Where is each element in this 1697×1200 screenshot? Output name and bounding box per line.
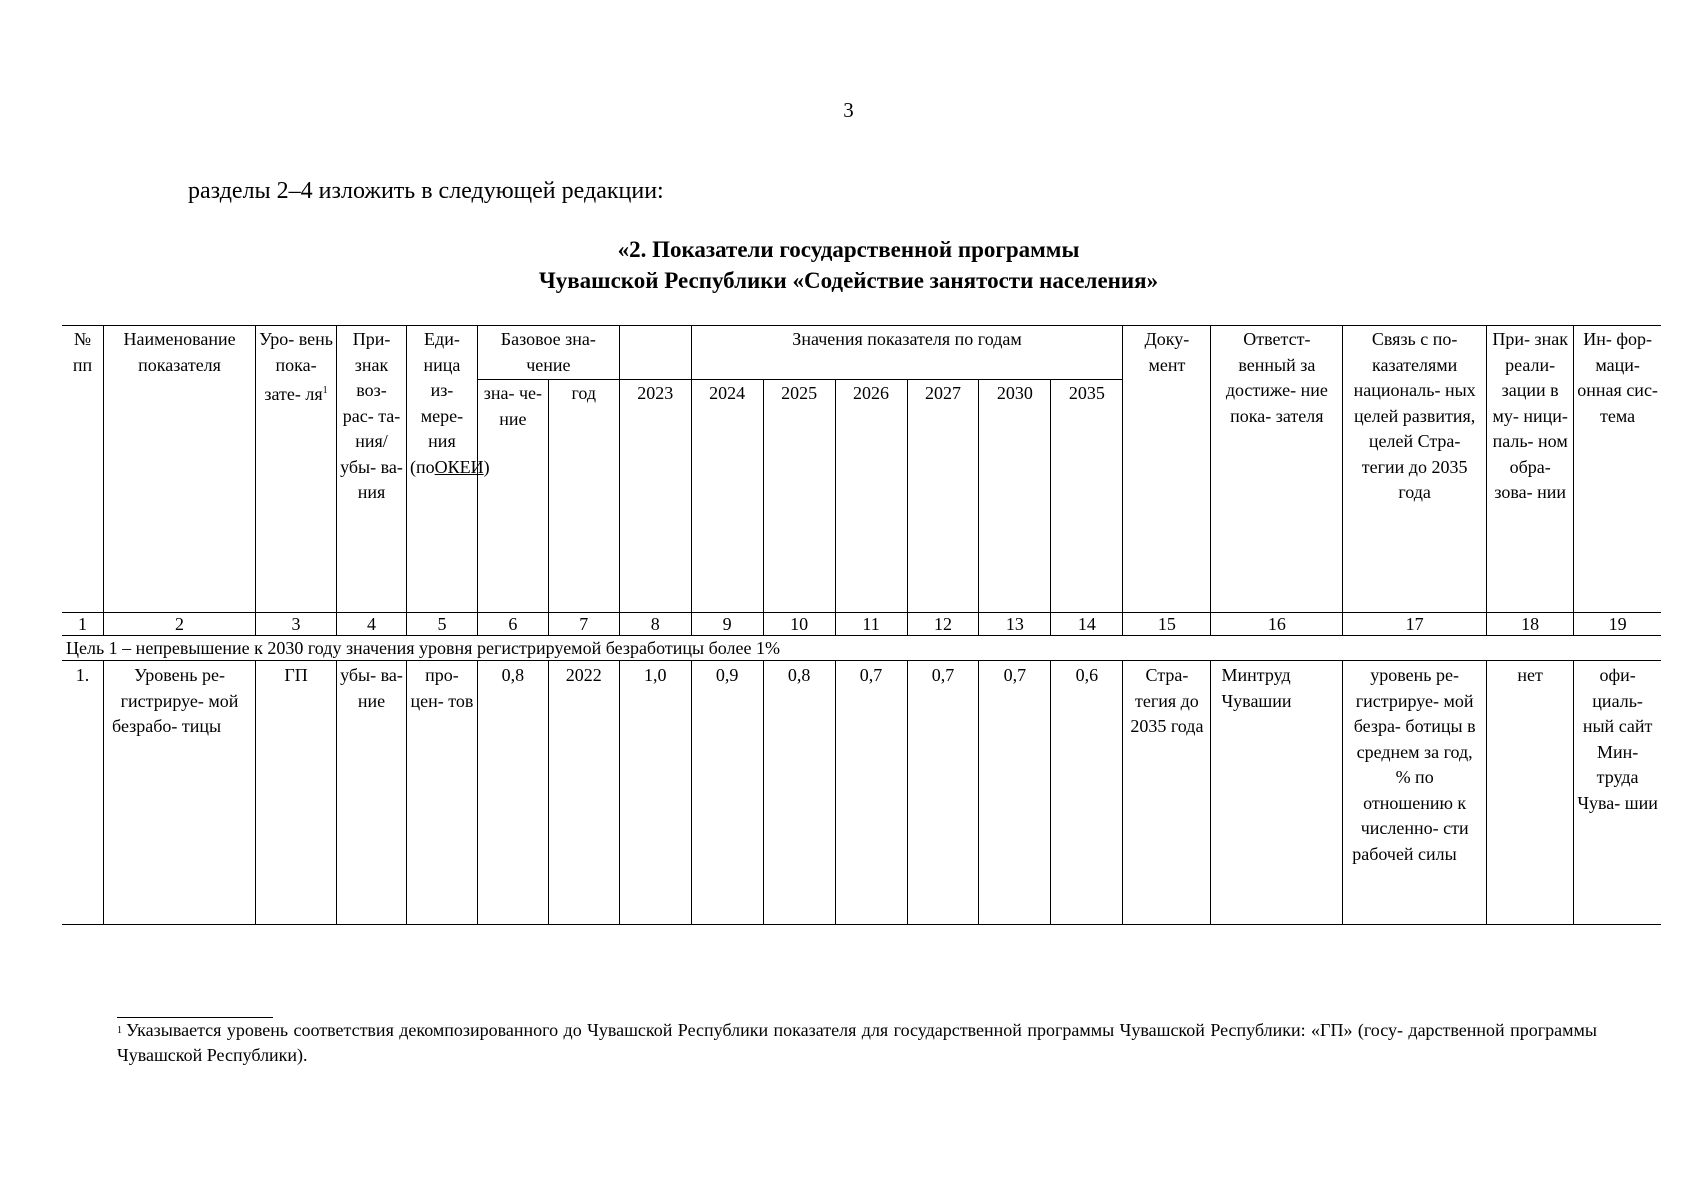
column-number: 5 <box>406 613 477 636</box>
column-number: 4 <box>337 613 407 636</box>
intro-text: разделы 2–4 изложить в следующей редакции: <box>188 178 664 204</box>
column-number: 12 <box>907 613 979 636</box>
header-doc: Доку- мент <box>1123 326 1211 613</box>
header-unit <box>406 326 490 613</box>
row-value-2035: 0,6 <box>1051 661 1123 925</box>
column-number: 9 <box>691 613 763 636</box>
column-number: 14 <box>1051 613 1123 636</box>
okei-link[interactable]: ОКЕИ <box>434 456 484 477</box>
page-number: 3 <box>843 98 854 122</box>
column-number: 6 <box>477 613 548 636</box>
row-doc: Стра- тегия до 2035 года <box>1123 661 1211 925</box>
header-level-text: Уро- вень пока- зате- ля <box>259 329 333 404</box>
header-base: Базовое зна- чение <box>477 326 619 380</box>
column-number: 15 <box>1123 613 1211 636</box>
column-number: 10 <box>763 613 835 636</box>
footnote-mark: 1 <box>117 1025 122 1036</box>
header-level-footnote-mark: 1 <box>322 385 328 396</box>
section-title-line-1: «2. Показатели государственной программы <box>617 237 1080 262</box>
column-number: 17 <box>1343 613 1487 636</box>
row-trend: убы- ва- ние <box>337 661 407 925</box>
header-no: № пп <box>62 326 104 613</box>
column-number: 18 <box>1487 613 1574 636</box>
row-value-2023: 1,0 <box>619 661 691 925</box>
column-number: 11 <box>835 613 907 636</box>
row-link: уровень ре- гистрируе- мой безра- ботицы в среднем за год, % по отношению к численно- сти рабочей силы <box>1343 661 1487 925</box>
row-no: 1. <box>62 661 104 925</box>
header-infosys: Ин- фор- маци- онная сис- тема <box>1574 326 1661 613</box>
row-name: Уровень ре- гистрируе- мой безрабо- тицы <box>104 661 256 925</box>
header-base-value: зна- че- ние <box>477 380 548 613</box>
footnote <box>117 1018 1597 1068</box>
header-link: Связь с по- казателями националь- ных целей развития, целей Стра- тегии до 2035 года <box>1343 326 1487 613</box>
header-trend: При- знак воз- рас- та- ния/ убы- ва- ния <box>337 326 407 613</box>
row-value-2030: 0,7 <box>979 661 1051 925</box>
row-unit: про- цен- тов <box>406 661 477 925</box>
header-unit-text: Еди- ница из- мере- ния (по <box>409 329 464 477</box>
row-value-2025: 0,8 <box>763 661 835 925</box>
header-year: 2025 <box>763 380 835 613</box>
header-municipal: При- знак реали- зации в му- ници- паль- ном обра- зова- нии <box>1487 326 1574 613</box>
row-base-year: 2022 <box>548 661 619 925</box>
header-year-values: Значения показателя по годам <box>691 326 1123 380</box>
row-level: ГП <box>256 661 337 925</box>
header-row-1 <box>62 326 1661 380</box>
section-title-line-2: Чувашской Республики «Содействие занятости населения» <box>538 268 1159 293</box>
column-number: 13 <box>979 613 1051 636</box>
column-number: 8 <box>619 613 691 636</box>
header-base-year: год <box>548 380 619 613</box>
header-year: 2026 <box>835 380 907 613</box>
goal-text: Цель 1 – непревышение к 2030 году значения уровня регистрируемой безработицы более 1% <box>62 636 1661 661</box>
goal-row <box>62 636 1661 661</box>
column-number: 16 <box>1211 613 1343 636</box>
header-year: 2030 <box>979 380 1051 613</box>
column-number: 3 <box>256 613 337 636</box>
column-number: 2 <box>104 613 256 636</box>
row-value-2026: 0,7 <box>835 661 907 925</box>
header-responsible: Ответст- венный за достиже- ние пока- зателя <box>1211 326 1343 613</box>
row-infosys: офи- циаль- ный сайт Мин- труда Чува- шии <box>1574 661 1661 925</box>
column-number: 19 <box>1574 613 1661 636</box>
section-title <box>0 234 1697 296</box>
column-number: 1 <box>62 613 104 636</box>
header-year: 2027 <box>907 380 979 613</box>
indicators-table <box>62 325 1661 925</box>
table-row <box>62 661 1661 925</box>
header-level <box>256 326 337 613</box>
header-year: 2024 <box>691 380 763 613</box>
column-number: 7 <box>548 613 619 636</box>
row-municipal: нет <box>1487 661 1574 925</box>
row-value-2024: 0,9 <box>691 661 763 925</box>
column-numbers-row <box>62 613 1661 636</box>
footnote-text: Указывается уровень соответствия декомпозированного до Чувашской Республики показателя для государственной программы Чувашской Республики: «ГП» (госу- дарственной программы Чувашской Республики). <box>117 1020 1597 1065</box>
header-empty-2023 <box>619 326 691 380</box>
header-unit-close: ) <box>483 456 490 477</box>
header-year: 2023 <box>619 380 691 613</box>
header-name: Наименование показателя <box>104 326 256 613</box>
row-value-2027: 0,7 <box>907 661 979 925</box>
row-responsible: Минтруд Чувашии <box>1211 661 1343 925</box>
row-base-value: 0,8 <box>477 661 548 925</box>
header-year: 2035 <box>1051 380 1123 613</box>
